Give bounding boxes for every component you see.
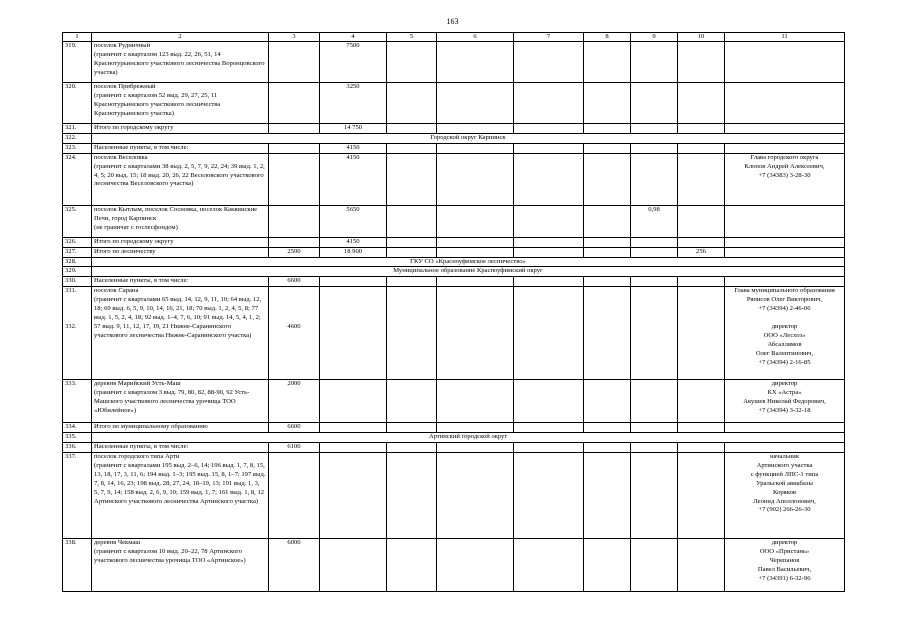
contact-cell — [725, 247, 845, 257]
value-cell — [678, 443, 725, 453]
value-cell — [320, 380, 387, 423]
value-cell: 4150 — [320, 153, 387, 205]
contact-cell: Глава муниципального образования Ряписов Олег Викторович, +7 (34394) 2-46-06 директор ООО «Лесхоз» Абсаллямов Олег Валентинович, +7 (34394) 2-16-85 — [725, 287, 845, 380]
value-cell — [269, 205, 320, 237]
settlement-cell: Итого по городскому округу — [92, 124, 269, 134]
table-row — [63, 277, 845, 287]
col-header: 6 — [437, 33, 514, 42]
row-number: 334. — [63, 423, 92, 433]
row-number: 337. — [63, 452, 92, 538]
value-cell: 5650 — [320, 205, 387, 237]
value-cell: 4150 — [320, 143, 387, 153]
value-cell — [678, 205, 725, 237]
table-row — [63, 452, 845, 538]
contact-cell: Глава городского округа Клопов Андрей Алексеевич, +7 (34383) 3-28-30 — [725, 153, 845, 205]
row-number: 325. — [63, 205, 92, 237]
col-header: 5 — [387, 33, 437, 42]
settlement-cell: поселок Кытлым, поселок Сосновка, поселок Каквинские Печи, город Карпинск (не граничат с гослесфондом) — [92, 205, 269, 237]
settlement-cell: Итого по лесничеству — [92, 247, 269, 257]
col-header: 1 — [63, 33, 92, 42]
contact-cell — [725, 42, 845, 83]
value-cell — [678, 277, 725, 287]
value-cell: 6600 — [269, 423, 320, 433]
section-row — [63, 267, 845, 277]
settlement-cell: деревня Чекмаш (граничит с кварталом 10 выд. 20–22, 78 Артинского участкового лесничества урочища ТОО «Артинское») — [92, 538, 269, 591]
contact-cell: директор ООО «Пристань» Черепанов Павел Васильевич, +7 (34391) 6-32-96 — [725, 538, 845, 591]
value-cell — [269, 452, 320, 538]
settlement-cell: деревня Марийский Усть-Маш (граничит с кварталом 3 выд. 79, 80, 82, 88-90, 92 Усть-Машского участкового лесничества урочища ТОО «Юбилейное») — [92, 380, 269, 423]
row-number: 327. — [63, 247, 92, 257]
settlement-cell: поселок Веселовка (граничит с кварталами 38 выд. 2, 5, 7, 9, 22, 24; 39 выд. 1, 2, 4, 5; 20 выд. 15; 18 выд. 20, 26, 22 Веселовского участкового лесничества Веселовского участка) — [92, 153, 269, 205]
value-cell — [678, 380, 725, 423]
value-cell — [678, 423, 725, 433]
section-title: ГКУ СО «Красноуфимское лесничество» — [92, 257, 845, 267]
value-cell — [631, 287, 678, 380]
col-header: 2 — [92, 33, 269, 42]
value-cell — [678, 538, 725, 591]
table-row — [63, 205, 845, 237]
forest-fire-table — [62, 32, 845, 592]
value-cell — [269, 83, 320, 124]
col-header: 10 — [678, 33, 725, 42]
value-cell — [678, 143, 725, 153]
section-title: Муниципальное образование Красноуфимский округ — [92, 267, 845, 277]
section-row — [63, 433, 845, 443]
row-number: 324. — [63, 153, 92, 205]
value-cell: 2000 — [269, 380, 320, 423]
table-row — [63, 247, 845, 257]
table-row — [63, 42, 845, 83]
table-row — [63, 237, 845, 247]
col-header: 7 — [514, 33, 584, 42]
table-row — [63, 538, 845, 591]
value-cell: 18 900 — [320, 247, 387, 257]
table-row — [63, 124, 845, 134]
value-cell — [320, 287, 387, 380]
value-cell — [678, 237, 725, 247]
value-cell: 256 — [678, 247, 725, 257]
row-number: 335. — [63, 433, 92, 443]
contact-cell — [725, 83, 845, 124]
row-number: 329. — [63, 267, 92, 277]
value-cell — [631, 83, 678, 124]
value-cell — [678, 42, 725, 83]
value-cell — [631, 452, 678, 538]
value-cell — [631, 143, 678, 153]
value-cell — [631, 153, 678, 205]
row-number: 319. — [63, 42, 92, 83]
settlement-cell: Итого по городскому округу — [92, 237, 269, 247]
settlement-cell: Населенные пункты, в том числе: — [92, 143, 269, 153]
value-cell — [320, 538, 387, 591]
row-number: 322. — [63, 133, 92, 143]
value-cell: 6600 — [269, 277, 320, 287]
contact-cell — [725, 237, 845, 247]
section-title: Городской округ Карпинск — [92, 133, 845, 143]
col-header: 4 — [320, 33, 387, 42]
table-row — [63, 143, 845, 153]
value-cell: 14 750 — [320, 124, 387, 134]
section-row — [63, 133, 845, 143]
value-cell: 6000 — [269, 538, 320, 591]
value-cell — [631, 247, 678, 257]
table-row — [63, 380, 845, 423]
table-row — [63, 287, 845, 380]
value-cell: 2500 — [269, 247, 320, 257]
contact-cell — [725, 423, 845, 433]
value-cell — [269, 143, 320, 153]
value-cell: 4600 — [269, 287, 320, 380]
value-cell — [631, 124, 678, 134]
contact-cell — [725, 143, 845, 153]
section-title: Артинский городской округ — [92, 433, 845, 443]
col-header: 11 — [725, 33, 845, 42]
settlement-cell: Итого по муниципальному образованию — [92, 423, 269, 433]
value-cell — [320, 443, 387, 453]
col-header: 8 — [584, 33, 631, 42]
value-cell — [631, 423, 678, 433]
value-cell — [678, 124, 725, 134]
contact-cell: начальник Артинского участка с функцией ЛПС-1 типа Уральской авиабазы Коряков Леонид Аполлонович, +7 (902) 266-26-30 — [725, 452, 845, 538]
row-number: 321. — [63, 124, 92, 134]
value-cell: 7500 — [320, 42, 387, 83]
row-number: 330. — [63, 277, 92, 287]
settlement-cell: поселок Рудничный (граничит с кварталом 123 выд. 22, 26, 51, 14 Краснотурьинского участкового лесничества Воронцовского участка) — [92, 42, 269, 83]
value-cell: 0,98 — [631, 205, 678, 237]
contact-cell — [725, 277, 845, 287]
value-cell: 6100 — [269, 443, 320, 453]
row-number: 333. — [63, 380, 92, 423]
value-cell — [631, 277, 678, 287]
settlement-cell: Населенные пункты, в том числе: — [92, 277, 269, 287]
value-cell — [269, 124, 320, 134]
settlement-cell: поселок городского типа Арти (граничит с кварталами 195 выд. 2–6, 14; 196 выд. 1, 7, 8, 15, 13, 18, 17, 3, 11, 6; 194 выд. 1–3; 195 выд. 15, 8, 1–7; 197 выд. 7, 8, 14, 16, 23; 198 выд. 28, 27, 24, 18–19, 13; 191 выд. 1, 3, 5, 7, 9, 14; 158 выд. 2, 6, 9, 10; 159 выд. 1, 7; 161 выд. 1, 8, 12 Артинского участкового лесничества Артинского участка) — [92, 452, 269, 538]
contact-cell — [725, 124, 845, 134]
row-number-332: 332. — [65, 322, 77, 330]
row-number — [63, 287, 92, 380]
row-number: 323. — [63, 143, 92, 153]
contact-cell: директор КХ «Астра» Акушев Николай Федорович, +7 (34394) 3-32-18 — [725, 380, 845, 423]
value-cell — [678, 83, 725, 124]
contact-cell — [725, 443, 845, 453]
row-number-331: 331. — [65, 287, 77, 295]
value-cell — [678, 452, 725, 538]
value-cell: 3250 — [320, 83, 387, 124]
value-cell — [678, 153, 725, 205]
table-row — [63, 443, 845, 453]
header-row — [63, 33, 845, 42]
value-cell — [631, 538, 678, 591]
value-cell — [320, 277, 387, 287]
table-row — [63, 83, 845, 124]
value-cell — [631, 237, 678, 247]
value-cell — [320, 423, 387, 433]
settlement-cell: поселок Прибрежный (граничит с кварталом 52 выд. 29, 27, 25, 11 Краснотурьинского участкового лесничества Краснотурьинского участка) — [92, 83, 269, 124]
settlement-cell: Населенные пункты, в том числе: — [92, 443, 269, 453]
value-cell — [678, 287, 725, 380]
value-cell — [631, 380, 678, 423]
row-number: 338. — [63, 538, 92, 591]
col-header: 9 — [631, 33, 678, 42]
value-cell — [269, 42, 320, 83]
row-number: 326. — [63, 237, 92, 247]
value-cell: 4150 — [320, 237, 387, 247]
value-cell — [631, 443, 678, 453]
value-cell — [269, 153, 320, 205]
value-cell — [631, 42, 678, 83]
row-number: 320. — [63, 83, 92, 124]
row-number: 336. — [63, 443, 92, 453]
value-cell — [320, 452, 387, 538]
table-row — [63, 423, 845, 433]
col-header: 3 — [269, 33, 320, 42]
value-cell — [269, 237, 320, 247]
page-number: 163 — [446, 17, 459, 26]
table-row — [63, 153, 845, 205]
contact-cell — [725, 205, 845, 237]
settlement-cell: поселок Сарана (граничит с кварталами 65 выд. 14, 12, 9, 11, 10; 64 выд. 12, 18; 69 выд. 6, 5, 9, 10, 14, 16, 21, 18; 70 выд. 1, 2, 4, 5, 8; 77 выд. 1, 5, 2, 4, 18; 92 выд. 1–4, 7, 6, 10; 91 выд. 14, 5, 4, 1, 2; 57 выд. 9, 11, 12, 17, 19, 21 Нижне-Саранинского участкового лесничества Нижне-Саранинского участка) — [92, 287, 269, 380]
section-row — [63, 257, 845, 267]
row-number: 328. — [63, 257, 92, 267]
